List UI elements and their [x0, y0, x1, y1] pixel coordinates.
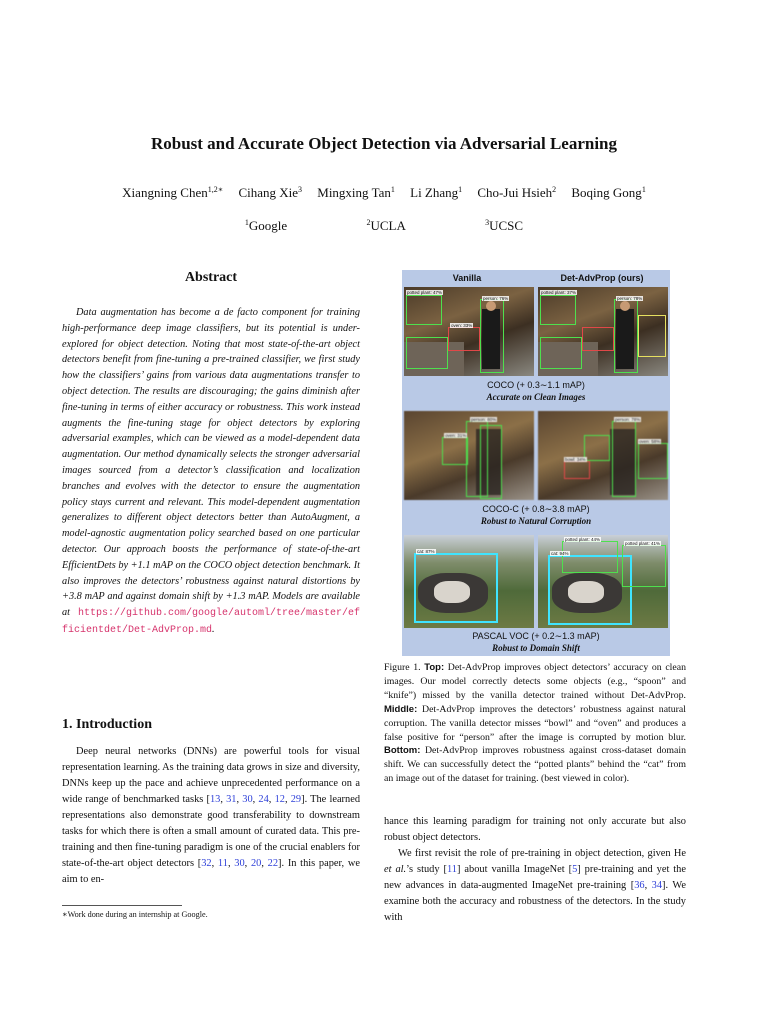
- detection-label: potted plant: 41%: [625, 541, 661, 546]
- detection-label: oven: 31%: [445, 433, 467, 438]
- citation-link[interactable]: 5: [572, 864, 578, 875]
- coco-vanilla-image: [404, 287, 534, 376]
- detection-label: person: 78%: [615, 417, 641, 422]
- coco-c-ours-image: [538, 411, 668, 500]
- citation-link[interactable]: 34: [651, 880, 663, 891]
- figure-1: [402, 270, 670, 656]
- intro-paragraph: Deep neural networks (DNNs) are powerful tools for visual representation learning. As the training data grows in size and diversity, DNNs keep up the pace and achieve unprecedented performance on a wide range of benchmarked tasks [13, 31, 30, 24, 12, 29]. The learned representations also demonstrate good transferability to downstream tasks for which there is often a small amount of curated data. This pre-training and then fine-tuning paradigm is one of the crucial enablers for state-of-the-art object detectors [32, 11, 30, 20, 22]. In this paper, we aim to en-: [62, 746, 361, 885]
- detection-label: cat: 87%: [417, 549, 435, 554]
- coco-ours-image: [538, 287, 668, 376]
- citation-link[interactable]: 30: [234, 858, 245, 869]
- author: Cho-Jui Hsieh$^2$: [477, 185, 557, 200]
- affiliation: $^3$UCSC: [485, 218, 524, 233]
- author-list: [0, 185, 768, 201]
- detection-label: person: 80%: [471, 417, 497, 422]
- pascal-voc-ours-image: [538, 535, 668, 628]
- citation-link[interactable]: 13: [209, 794, 221, 805]
- paper-title: Robust and Accurate Object Detection via Adversarial Learning: [150, 134, 618, 153]
- citation-link[interactable]: 29: [290, 794, 302, 805]
- panel-caption-middle: [402, 503, 670, 527]
- paragraph: We first revisit the role of pre-training in object detection, given He et al.’s study [11] about vanilla ImageNet [5] pre-training and yet the new advances in data-augmented ImageNet pre-training [36, 34]. We examine both the accuracy and robustness of the detectors. In the study with: [384, 848, 686, 923]
- detection-label: person: 76%: [483, 296, 509, 301]
- column-label-vanilla: Vanilla: [452, 273, 482, 283]
- panel-dataset: COCO-C (+ 0.8∼3.8 mAP): [482, 504, 590, 514]
- citation-link[interactable]: 24: [258, 794, 269, 805]
- citation-link[interactable]: 11: [446, 864, 457, 875]
- detection-label: potted plant: 44%: [565, 537, 601, 542]
- abstract-text: Data augmentation has become a de facto component for training high-performance deep image classifiers, but its potential is under-explored for object detection. Noting that most state-of-the-art object detectors benefit from fine-tuning a pre-trained classifier, we first study how the classifiers’ gains from various data augmentations transfer to object detection. The results are discouraging; the gains diminish after fine-tuning in terms of either accuracy or robustness. This work instead augments the fine-tuning stage for object detectors by exploring adversarial examples, which can be viewed as a model-dependent data augmentation. Our method dynamically selects the stronger adversarial images sourced from a detector’s classification and localization branches and evolves with the detector to ensure the augmentation policy stays current and relevant. This model-dependent augmentation generalizes to different object detectors better than AutoAugment, a model-agnostic augmentation policy searched based on one particular detector. Our approach boosts the performance of state-of-the-art EfficientDets by +1.1 mAP on the COCO object detection benchmark. It also improves the detectors’ robustness against natural distortions by +3.8 mAP and against domain shift by +1.3 mAP. Models are available at https://github.com/google/automl/tree/master/efficientdet/Det-AdvProp.md.: [62, 307, 360, 636]
- citation-link[interactable]: 20: [250, 858, 262, 869]
- pascal-voc-vanilla-image: [404, 535, 534, 628]
- detection-label: oven: 58%: [639, 439, 661, 444]
- section-heading-introduction: 1. Introduction: [62, 717, 152, 732]
- column-label-ours: Det-AdvProp (ours): [560, 273, 644, 283]
- citation-link[interactable]: 30: [242, 794, 253, 805]
- detection-label: cat: 94%: [551, 551, 569, 556]
- author: Boqing Gong$^1$: [571, 185, 646, 200]
- abstract-heading: Abstract: [184, 270, 238, 285]
- detection-label: bowl: 34%: [565, 457, 586, 462]
- footnote-divider: [62, 905, 182, 906]
- panel-dataset: PASCAL VOC (+ 0.2∼1.3 mAP): [472, 631, 600, 641]
- panel-subtitle: Robust to Natural Corruption: [480, 516, 592, 526]
- detection-label: potted plant: 47%: [407, 290, 443, 295]
- citation-link[interactable]: 32: [201, 858, 212, 869]
- author: Xiangning Chen$^{1,2∗}$: [122, 185, 224, 200]
- affiliation: $^2$UCLA: [366, 218, 406, 233]
- footnote: ∗Work done during an internship at Google.: [62, 910, 208, 919]
- figure-caption: Figure 1. Top: Det-AdvProp improves object detectors’ accuracy on clean images. Our model correctly detects some objects (e.g., “spoon” and “knife”) missed by the vanilla detector trained without Det-AdvProp. Middle: Det-AdvProp improves the detectors’ robustness against natural corruption. The vanilla detector misses “bowl” and “oven” and produces a false positive for “person” after the image is corrupted by motion blur. Bottom: Det-AdvProp improves robustness against cross-dataset domain shift. We can successfully detect the “potted plants” behind the “cat” from an image out of the dataset for training. (best viewed in color).: [384, 662, 686, 785]
- right-column-text: hance this learning paradigm for training not only accurate but also robust object detectors. We first revisit the role of pre-training in object detection, given He et al.’s study [11] about vanilla ImageNet [5] pre-training and yet the new advances in data-augmented ImageNet pre-training [36, 34]. We examine both the accuracy and robustness of the detectors. In the study with: [384, 814, 686, 926]
- panel-subtitle: Accurate on Clean Images: [486, 392, 586, 402]
- citation-link[interactable]: 22: [267, 858, 279, 869]
- detection-label: oven: 33%: [451, 323, 473, 328]
- author: Li Zhang$^1$: [410, 185, 463, 200]
- citation-link[interactable]: 12: [274, 794, 285, 805]
- citation-link[interactable]: 11: [217, 858, 228, 869]
- detection-label: person: 78%: [617, 296, 643, 301]
- author: Mingxing Tan$^1$: [317, 185, 395, 200]
- panel-caption-bottom: [402, 630, 670, 654]
- panel-dataset: COCO (+ 0.3∼1.1 mAP): [487, 380, 585, 390]
- coco-c-vanilla-image: [404, 411, 534, 500]
- citation-link[interactable]: 31: [226, 794, 237, 805]
- code-link[interactable]: https://github.com/google/automl/tree/master/efficientdet/Det-AdvProp.md: [62, 608, 360, 636]
- affiliation-list: [0, 218, 768, 234]
- panel-caption-top: [402, 379, 670, 403]
- affiliation: $^1$Google: [244, 218, 288, 233]
- panel-subtitle: Robust to Domain Shift: [492, 643, 580, 653]
- citation-link[interactable]: 36: [634, 880, 645, 891]
- detection-label: potted plant: 37%: [541, 290, 577, 295]
- author: Cihang Xie$^3$: [238, 185, 303, 200]
